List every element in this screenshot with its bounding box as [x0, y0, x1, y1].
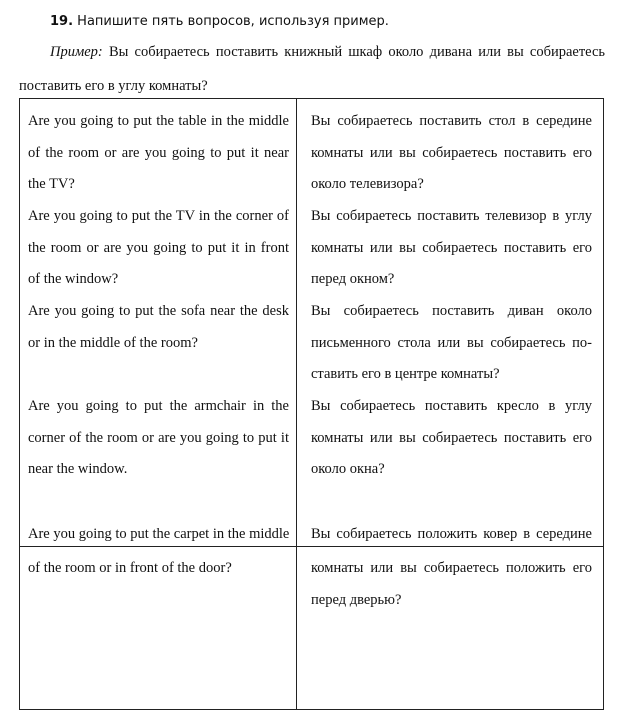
- task-number: 19.: [50, 14, 74, 29]
- table-cell-russian: Вы собираетесь поставить телевизор в углу комнаты или вы собираетесь поставить его перед окном?: [311, 208, 592, 287]
- table-cell-russian: Вы собираетесь поставить диван около письменного стола или вы собираетесь по-ставить его в центре комнаты?: [311, 303, 592, 382]
- table-cell-english: Are you going to put the table in the middle of the room or are you going to put it near the TV?: [28, 113, 289, 192]
- table-cell-russian: Вы собираетесь поставить стол в середине комнаты или вы собираетесь поставить его около телевизора?: [311, 113, 592, 192]
- answer-table: [19, 98, 604, 710]
- table-cell-russian: Вы собираетесь положить ковер в середине: [311, 526, 592, 542]
- table-cell-english: Are you going to put the armchair in the corner of the room or are you going to put it near the window.: [28, 398, 289, 477]
- table-cell-english: of the room or in front of the door?: [28, 560, 232, 576]
- table-cell-english: Are you going to put the TV in the corner of the room or are you going to put it in front of the window?: [28, 208, 289, 287]
- task-instruction: Напишите пять вопросов, используя пример.: [77, 14, 389, 29]
- table-cell-english: Are you going to put the carpet in the middle: [28, 526, 290, 542]
- example-text-1: Вы собираетесь поставить книжный шкаф около дивана или вы собираетесь: [108, 44, 606, 60]
- task-heading: [50, 12, 389, 32]
- table-cell-russian: комнаты или вы собираетесь положить его перед дверью?: [311, 560, 592, 608]
- example-line-2: поставить его в углу комнаты?: [19, 78, 208, 94]
- example-label: Пример:: [50, 44, 103, 60]
- example-line-1: [50, 42, 605, 62]
- column-divider: [296, 99, 297, 709]
- table-cell-russian: Вы собираетесь поставить кресло в углу комнаты или вы собираетесь поставить его около окна?: [311, 398, 592, 477]
- table-cell-english: Are you going to put the sofa near the desk or in the middle of the room?: [28, 303, 289, 351]
